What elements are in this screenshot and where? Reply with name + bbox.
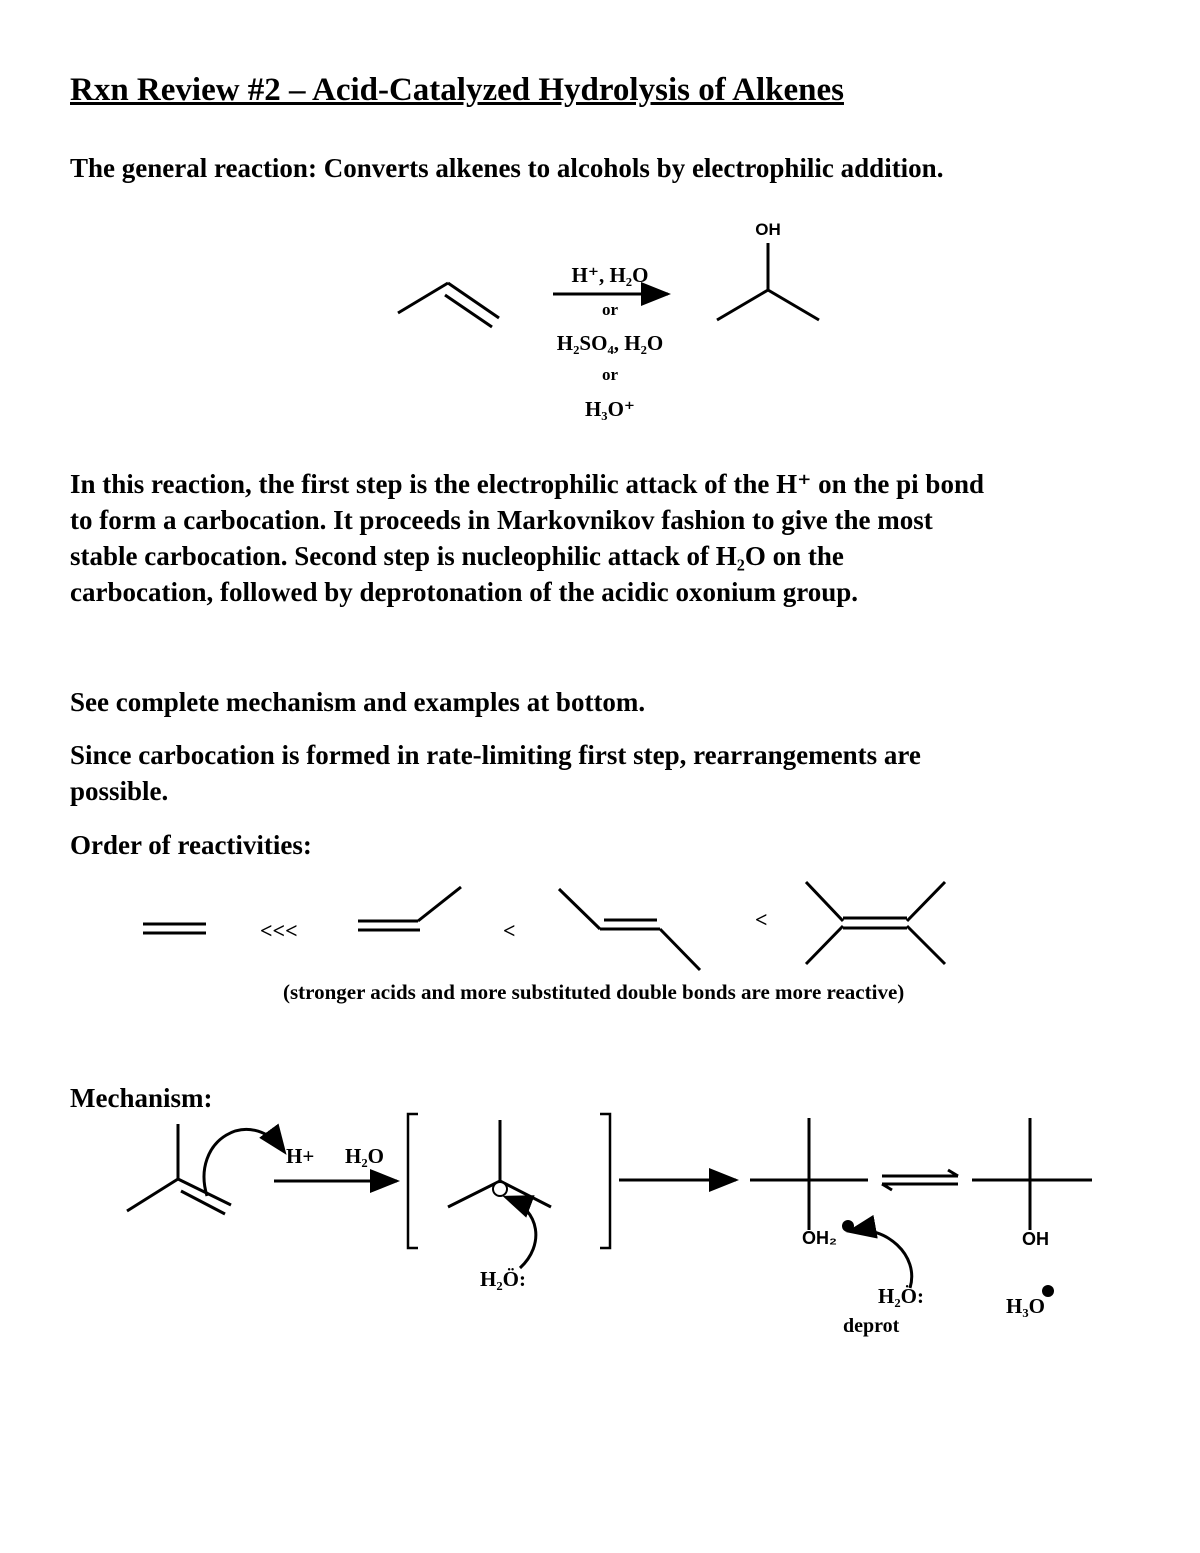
water-base-label: H₂Ö: <box>878 1284 924 1308</box>
ethene-structure <box>143 924 206 933</box>
left-bracket <box>408 1114 418 1248</box>
condition-or-2: or <box>601 365 619 384</box>
mechanism-heading: Mechanism: <box>70 1083 213 1113</box>
equilibrium-arrows <box>882 1170 958 1190</box>
tetramethylethene-structure <box>806 882 945 964</box>
condition-1: H⁺, H₂O <box>571 263 649 287</box>
page-title: Rxn Review #2 – Acid-Catalyzed Hydrolysis of Alkenes <box>70 72 844 108</box>
final-oh-label: OH <box>1022 1229 1049 1249</box>
general-reaction-text: The general reaction: Converts alkenes to alcohols by electrophilic addition. <box>70 153 944 183</box>
paragraph1-line4: carbocation, followed by deprotonation of the acidic oxonium group. <box>70 577 859 607</box>
water-nucleophile-label: H₂Ö: <box>480 1267 526 1291</box>
positive-charge-icon <box>493 1182 507 1196</box>
2-butene-structure <box>559 889 700 970</box>
tert-butanol-structure <box>972 1118 1092 1230</box>
product-oh-label: OH <box>755 220 781 239</box>
h-plus-label: H+ <box>286 1144 315 1168</box>
paragraph1-line2: to form a carbocation. It proceeds in Markovnikov fashion to give the most <box>70 505 933 535</box>
order-heading: Order of reactivities: <box>70 830 312 860</box>
isobutylene-structure <box>127 1124 231 1214</box>
propene-structure <box>398 283 499 327</box>
order-caption: (stronger acids and more substituted double bonds are more reactive) <box>283 980 905 1004</box>
oxonium-label: OH₂ <box>802 1228 837 1248</box>
rearrangement-line1: Since carbocation is formed in rate-limiting first step, rearrangements are <box>70 740 921 770</box>
order-symbol-1: <<< <box>260 918 298 943</box>
h2o-reagent-label: H₂O <box>345 1144 384 1168</box>
see-mechanism-text: See complete mechanism and examples at bottom. <box>70 687 646 717</box>
hydronium-label: H₃O <box>1006 1294 1045 1318</box>
oxonium-structure <box>750 1118 868 1230</box>
condition-3: H₃O⁺ <box>584 397 636 421</box>
curved-arrow-pi-to-h <box>204 1129 283 1196</box>
propene-small-structure <box>358 887 461 930</box>
rearrangement-line2: possible. <box>70 776 169 806</box>
condition-2: H₂SO₄, H₂O <box>556 331 664 355</box>
curved-arrow-deprotonation <box>852 1230 912 1288</box>
paragraph1-line1: In this reaction, the first step is the electrophilic attack of the H⁺ on the pi bond <box>70 469 984 499</box>
curved-arrow-water-attack <box>508 1198 536 1268</box>
deprot-label: deprot <box>843 1315 900 1337</box>
isopropanol-structure <box>717 243 819 320</box>
order-symbol-2: < <box>503 918 516 943</box>
right-bracket <box>600 1114 610 1248</box>
condition-or-1: or <box>601 300 619 319</box>
order-symbol-3: < <box>755 907 768 932</box>
paragraph1-line3: stable carbocation. Second step is nucleophilic attack of H₂O on the <box>70 541 844 571</box>
